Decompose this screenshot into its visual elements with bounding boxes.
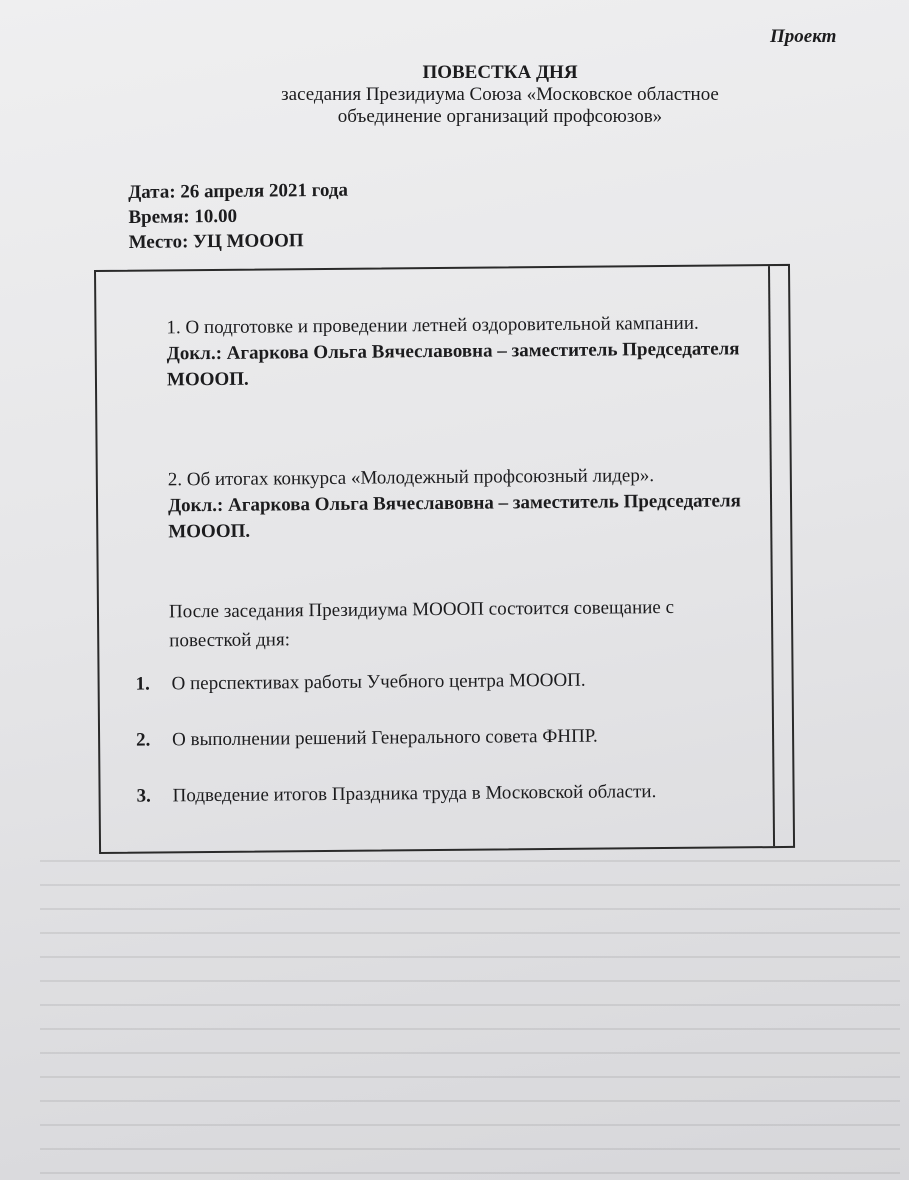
agenda-item-speaker: Докл.: Агаркова Ольга Вячеславовна – заместитель Председателя МОООП. <box>166 338 740 391</box>
agenda-item-text: 1. О подготовке и проведении летней оздоровительной кампании. <box>166 312 699 339</box>
meeting-details <box>128 178 349 255</box>
list-item <box>136 724 776 786</box>
list-item-text: О выполнении решений Генерального совета ФНПР. <box>172 725 598 751</box>
agenda-item <box>166 310 752 393</box>
document-subtitle-line-1: заседания Президиума Союза «Московское областное <box>281 84 719 105</box>
agenda-item <box>168 462 754 545</box>
meeting-place: Место: УЦ МОООП <box>128 230 304 253</box>
agenda-table <box>94 264 795 854</box>
post-meeting-note: После заседания Президиума МОООП состоится совещание с повесткой дня: <box>168 596 675 652</box>
meeting-date: Дата: 26 апреля 2021 года <box>128 179 349 203</box>
list-item-number: 1. <box>135 673 150 695</box>
list-item <box>137 780 777 842</box>
draft-label: Проект <box>770 26 837 47</box>
list-item-text: Подведение итогов Праздника труда в Московской области. <box>172 781 657 807</box>
list-item-number: 2. <box>136 729 151 751</box>
meeting-agenda-list <box>136 668 777 842</box>
agenda-item-text: 2. Об итогах конкурса «Молодежный профсоюзный лидер». <box>167 465 655 491</box>
document-subtitle-line-2: объединение организаций профсоюзов» <box>337 106 663 127</box>
document-header <box>230 62 770 128</box>
list-item-text: О перспективах работы Учебного центра МОООП. <box>171 669 586 695</box>
document-title: ПОВЕСТКА ДНЯ <box>422 62 578 83</box>
agenda-item-speaker: Докл.: Агаркова Ольга Вячеславовна – заместитель Председателя МОООП. <box>167 490 741 543</box>
meeting-time: Время: 10.00 <box>128 205 238 228</box>
list-item <box>136 668 776 730</box>
bleed-through-texture <box>40 860 900 1180</box>
list-item-number: 3. <box>136 785 151 807</box>
